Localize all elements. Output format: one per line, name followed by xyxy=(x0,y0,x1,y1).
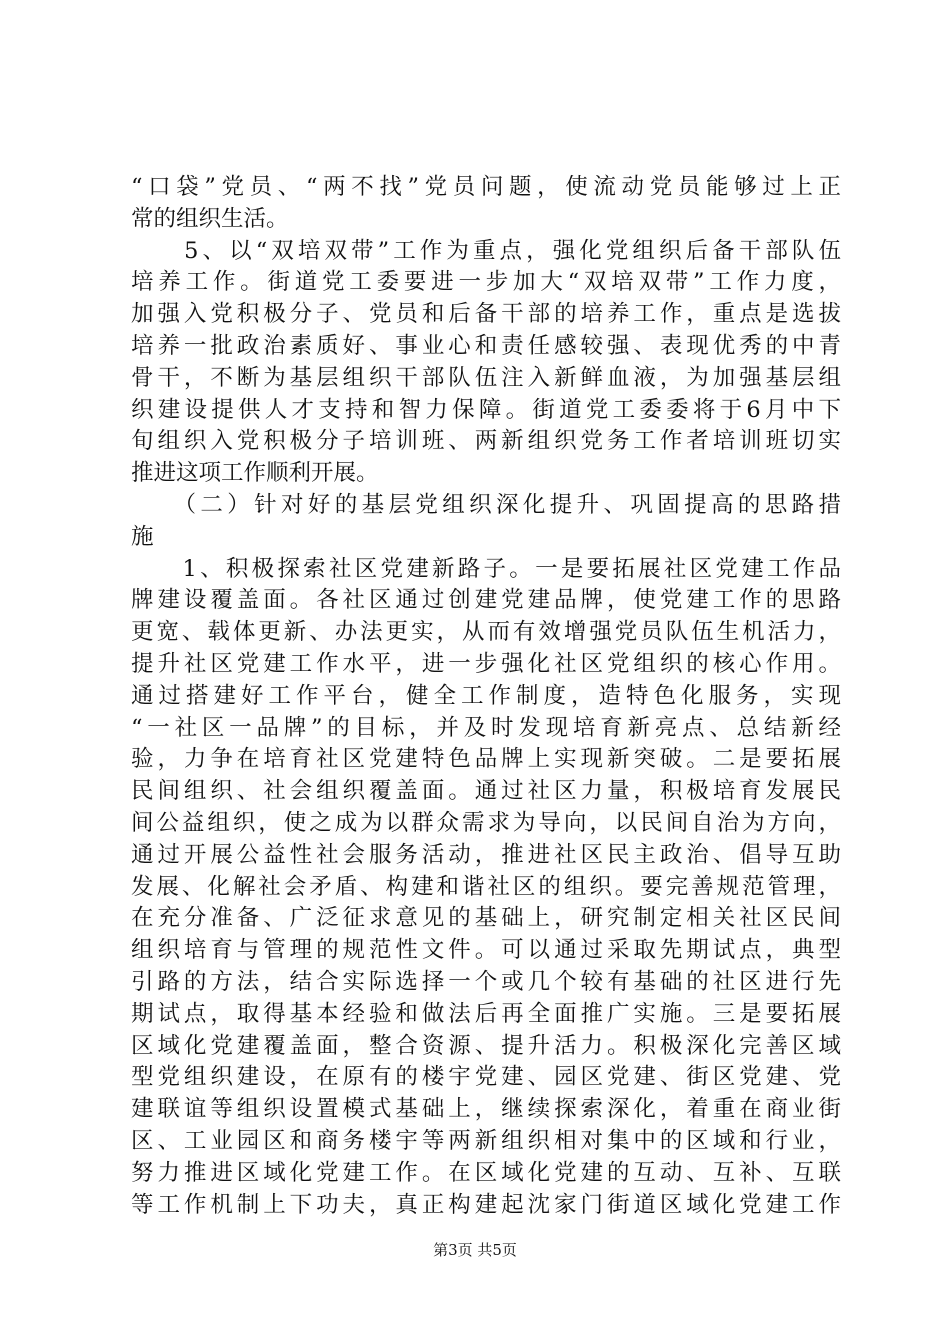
text-line: 引路的方法，结合实际选择一个或几个较有基础的社区进行先 xyxy=(131,968,841,995)
text-line: 民间组织、社会组织覆盖面。通过社区力量，积极培育发展民 xyxy=(131,778,841,805)
text-line: 旬组织入党积极分子培训班、两新组织党务工作者培训班切实 xyxy=(131,428,841,455)
text-line: 加强入党积极分子、党员和后备干部的培养工作，重点是选拔 xyxy=(131,301,841,328)
text-line: 等工作机制上下功夫，真正构建起沈家门街道区域化党建工作 xyxy=(131,1191,841,1218)
text-line: 努力推进区域化党建工作。在区域化党建的互动、互补、互联 xyxy=(131,1159,841,1186)
text-line: 更宽、载体更新、办法更实，从而有效增强党员队伍生机活力， xyxy=(131,619,841,646)
text-line: “一社区一品牌”的目标，并及时发现培育新亮点、总结新经 xyxy=(131,714,841,741)
text-line: 施 xyxy=(131,523,154,550)
text-line: 通过搭建好工作平台，健全工作制度，造特色化服务，实现 xyxy=(131,682,841,709)
text-line: 区域化党建覆盖面，整合资源、提升活力。积极深化完善区域 xyxy=(131,1032,841,1059)
text-line: 验，力争在培育社区党建特色品牌上实现新突破。二是要拓展 xyxy=(131,746,841,773)
text-line: 5、以“双培双带”工作为重点，强化党组织后备干部队伍 xyxy=(131,237,841,264)
text-line: 发展、化解社会矛盾、构建和谐社区的组织。要完善规范管理， xyxy=(131,873,841,900)
text-line: （二）针对好的基层党组织深化提升、巩固提高的思路措 xyxy=(131,491,841,518)
text-line: 推进这项工作顺利开展。 xyxy=(131,460,379,487)
text-line: 在充分准备、广泛征求意见的基础上，研究制定相关社区民间 xyxy=(131,905,841,932)
text-line: 1、积极探索社区党建新路子。一是要拓展社区党建工作品 xyxy=(131,555,841,582)
text-line: 提升社区党建工作水平，进一步强化社区党组织的核心作用。 xyxy=(131,650,841,677)
text-line: 区、工业园区和商务楼宇等两新组织相对集中的区域和行业， xyxy=(131,1127,841,1154)
text-line: 建联谊等组织设置模式基础上，继续探索深化，着重在商业街 xyxy=(131,1096,841,1123)
text-line: 牌建设覆盖面。各社区通过创建党建品牌，使党建工作的思路 xyxy=(131,587,841,614)
text-line: “口袋”党员、“两不找”党员问题，使流动党员能够过上正 xyxy=(131,174,841,200)
text-line: 期试点，取得基本经验和做法后再全面推广实施。三是要拓展 xyxy=(131,1000,841,1027)
text-line: 型党组织建设，在原有的楼宇党建、园区党建、街区党建、党 xyxy=(131,1064,841,1091)
text-line: 培养一批政治素质好、事业心和责任感较强、表现优秀的中青 xyxy=(131,332,841,359)
document-body xyxy=(131,172,841,1221)
text-line: 培养工作。街道党工委要进一步加大“双培双带”工作力度， xyxy=(131,269,841,296)
text-line: 组织培育与管理的规范性文件。可以通过采取先期试点，典型 xyxy=(131,937,841,964)
text-line: 通过开展公益性社会服务活动，推进社区民主政治、倡导互助 xyxy=(131,841,841,868)
text-line: 织建设提供人才支持和智力保障。街道党工委委将于6月中下 xyxy=(131,396,841,423)
page-footer: 第3页 共5页 xyxy=(433,1241,517,1259)
text-line: 间公益组织，使之成为以群众需求为导向，以民间自治为方向， xyxy=(131,809,841,836)
text-line: 骨干，不断为基层组织干部队伍注入新鲜血液，为加强基层组 xyxy=(131,364,841,391)
text-line: 常的组织生活。 xyxy=(131,205,289,232)
